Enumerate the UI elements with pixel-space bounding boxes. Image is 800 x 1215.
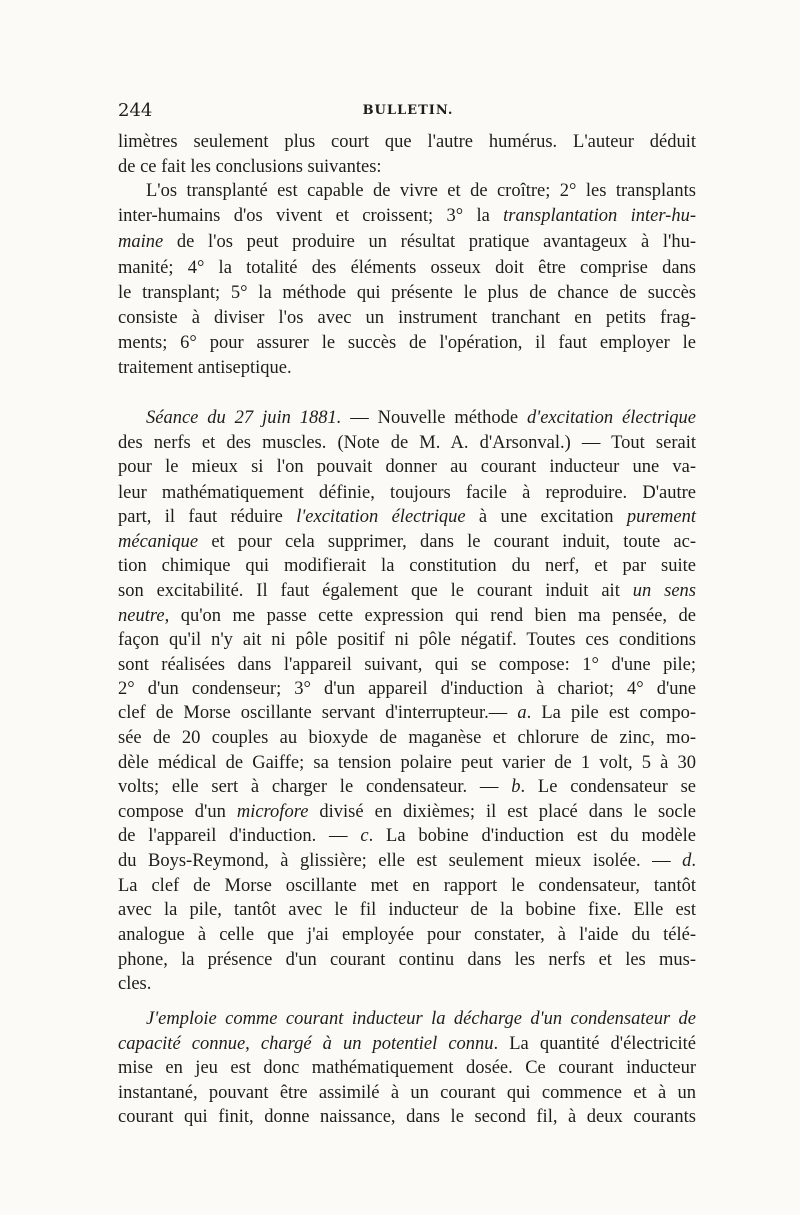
italic-span: purement [626, 507, 696, 527]
text-line [118, 948, 696, 972]
text-line [118, 800, 696, 824]
text-span: , qu'on me passe cette expression qui rend bien ma pensée, de [164, 606, 696, 626]
text-span: dèle médical de Gaiffe; sa tension polaire peut varier de 1 volt, 5 à 30 [118, 753, 696, 773]
text-span: pour le mieux si l'on pouvait donner au courant inducteur une va- [118, 457, 696, 477]
text-line [118, 701, 696, 725]
text-span: — Nouvelle méthode [341, 408, 527, 428]
text-span: traitement antiseptique. [118, 358, 292, 378]
italic-span: un sens [632, 581, 696, 601]
text-span: volts; elle sert à charger le condensateur. — [118, 777, 512, 797]
italic-span: l'excitation électrique [296, 507, 466, 527]
text-span: . La pile est compo- [526, 703, 696, 723]
text-span: clef de Morse oscillante servant d'interrupteur.— [118, 703, 518, 723]
text-span: le transplant; 5° la méthode qui présente le plus de chance de succès [118, 283, 696, 303]
text-span: . [691, 851, 696, 871]
text-span: La clef de Morse oscillante met en rapport le condensateur, tantôt [118, 876, 696, 896]
text-span: divisé en dixièmes; il est placé dans le socle [308, 802, 696, 822]
text-line [118, 431, 696, 455]
italic-span: maine [118, 232, 164, 252]
text-line [118, 579, 696, 603]
page-header [118, 100, 698, 126]
text-line [118, 230, 696, 254]
text-span: son excitabilité. Il faut également que le courant induit ait [118, 581, 633, 601]
text-span: et pour cela supprimer, dans le courant induit, toute ac- [198, 532, 696, 552]
text-line [118, 331, 696, 355]
italic-span: neutre [118, 606, 165, 626]
text-line [118, 281, 696, 305]
text-line [118, 775, 696, 799]
text-line [118, 204, 696, 228]
text-line [118, 155, 696, 179]
text-span: cles. [118, 974, 152, 994]
text-span: du Boys-Reymond, à glissière; elle est seulement mieux isolée. — [118, 851, 683, 871]
text-span: façon qu'il n'y ait ni pôle positif ni pôle négatif. Toutes ces conditions [118, 630, 696, 650]
italic-span: d [682, 851, 692, 871]
italic-span: transplantation inter-hu- [503, 206, 696, 226]
text-line [118, 1032, 696, 1056]
text-span: analogue à celle que j'ai employée pour constater, à l'aide du télé- [118, 925, 696, 945]
text-line [118, 505, 696, 529]
text-span: tion chimique qui modifierait la constitution du nerf, et par suite [118, 556, 696, 576]
text-line [118, 554, 696, 578]
text-line [118, 972, 696, 996]
text-line [118, 306, 696, 330]
italic-span: c [360, 826, 369, 846]
text-line [118, 1105, 696, 1129]
text-span: . La quantité d'électricité [493, 1034, 696, 1054]
text-line [118, 604, 696, 628]
text-span: avec la pile, tantôt avec le fil inducteur de la bobine fixe. Elle est [118, 900, 696, 920]
text-span: mise en jeu est donc mathématiquement dosée. Ce courant inducteur [118, 1058, 696, 1078]
text-line [146, 179, 696, 203]
text-line [118, 1056, 696, 1080]
text-span: L'os transplanté est capable de vivre et de croître; 2° les transplants [146, 181, 696, 201]
text-span: courant qui finit, donne naissance, dans le second fil, à deux courants [118, 1107, 696, 1127]
text-line [118, 256, 696, 280]
text-line [118, 628, 696, 652]
text-line [118, 751, 696, 775]
text-line [118, 923, 696, 947]
italic-span: b [511, 777, 521, 797]
text-span: sée de 20 couples au bioxyde de maganèse et chlorure de zinc, mo- [118, 728, 696, 748]
running-title: BULLETIN. [362, 103, 454, 118]
text-span: phone, la présence d'un courant continu dans les nerfs et les mus- [118, 950, 696, 970]
text-line [146, 1007, 696, 1031]
text-span: manité; 4° la totalité des éléments osseux doit être comprise dans [118, 258, 696, 278]
text-line [118, 874, 696, 898]
text-span: inter-humains d'os vivent et croissent; 3° la [118, 206, 504, 226]
italic-span: capacité connue, chargé à un potentiel connu [118, 1034, 494, 1054]
text-line [118, 455, 696, 479]
italic-span: J'emploie comme courant inducteur la décharge d'un condensateur de [146, 1009, 696, 1029]
text-span: consiste à diviser l'os avec un instrument tranchant en petits frag- [118, 308, 696, 328]
text-line [118, 653, 696, 677]
text-span: ments; 6° pour assurer le succès de l'opération, il faut employer le [118, 333, 696, 353]
text-span: . La bobine d'induction est du modèle [368, 826, 696, 846]
text-line [118, 849, 696, 873]
text-span: sont réalisées dans l'appareil suivant, qui se compose: 1° d'une pile; [118, 655, 696, 675]
page-number: 244 [118, 100, 153, 121]
text-span: de l'appareil d'induction. — [118, 826, 361, 846]
text-span: limètres seulement plus court que l'autre humérus. L'auteur déduit [118, 132, 696, 152]
text-span: compose d'un [118, 802, 237, 822]
italic-span: a [517, 703, 527, 723]
text-span: instantané, pouvant être assimilé à un courant qui commence et à un [118, 1083, 696, 1103]
text-span: à une excitation [465, 507, 627, 527]
text-span: . Le condensateur se [520, 777, 696, 797]
text-span: de l'os peut produire un résultat pratique avantageux à l'hu- [163, 232, 696, 252]
text-line [118, 481, 696, 505]
text-line [118, 824, 696, 848]
italic-span: d'excitation électrique [526, 408, 696, 428]
text-line [146, 406, 696, 430]
text-line [118, 1081, 696, 1105]
text-line [118, 898, 696, 922]
italic-span: Séance du 27 juin 1881. [146, 408, 342, 428]
text-span: part, il faut réduire [118, 507, 297, 527]
text-line [118, 726, 696, 750]
text-line [118, 356, 696, 380]
text-line [118, 677, 696, 701]
text-line [118, 130, 696, 154]
text-span: de ce fait les conclusions suivantes: [118, 157, 382, 177]
italic-span: microfore [236, 802, 309, 822]
italic-span: mécanique [118, 532, 199, 552]
text-span: 2° d'un condenseur; 3° d'un appareil d'induction à chariot; 4° d'une [118, 679, 696, 699]
text-span: leur mathématiquement définie, toujours facile à reproduire. D'autre [118, 483, 696, 503]
text-span: des nerfs et des muscles. (Note de M. A. d'Arsonval.) — Tout serait [118, 433, 696, 453]
text-line [118, 530, 696, 554]
